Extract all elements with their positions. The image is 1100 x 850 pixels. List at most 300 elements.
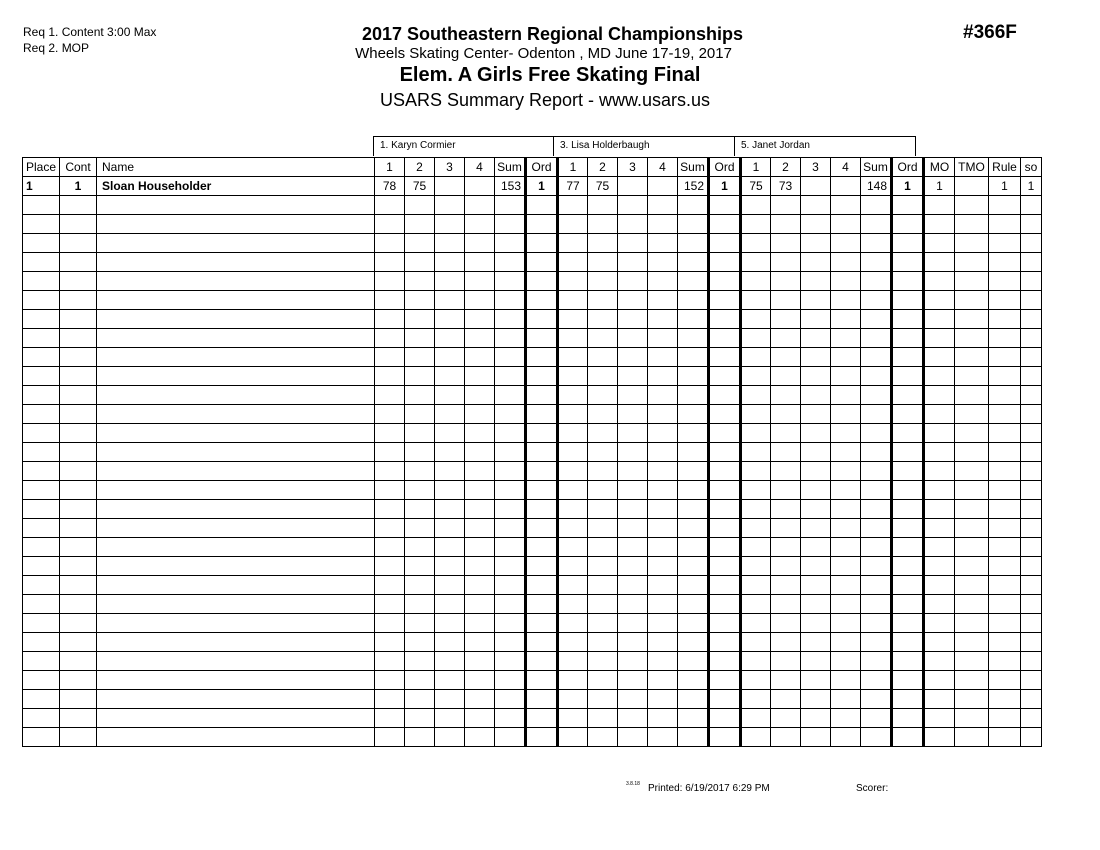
table-cell xyxy=(23,614,60,633)
table-cell xyxy=(861,576,892,595)
table-cell xyxy=(709,671,741,690)
table-cell xyxy=(648,348,678,367)
table-cell xyxy=(861,690,892,709)
table-cell xyxy=(97,291,375,310)
table-cell xyxy=(861,728,892,747)
table-cell xyxy=(801,234,831,253)
table-cell xyxy=(375,519,405,538)
table-cell xyxy=(648,557,678,576)
table-cell xyxy=(495,253,526,272)
table-cell xyxy=(465,234,495,253)
table-cell xyxy=(955,481,989,500)
table-cell xyxy=(495,557,526,576)
table-cell xyxy=(831,462,861,481)
table-cell xyxy=(989,671,1021,690)
table-cell xyxy=(558,538,588,557)
table-cell xyxy=(405,386,435,405)
table-cell xyxy=(892,557,924,576)
table-cell xyxy=(405,709,435,728)
table-cell xyxy=(618,519,648,538)
column-header: 2 xyxy=(405,158,435,177)
table-cell xyxy=(97,424,375,443)
table-cell xyxy=(771,690,801,709)
table-cell xyxy=(861,405,892,424)
empty-row xyxy=(23,291,1042,310)
table-cell xyxy=(861,348,892,367)
table-cell xyxy=(989,728,1021,747)
table-cell xyxy=(1021,329,1042,348)
table-cell: 75 xyxy=(741,177,771,196)
table-cell xyxy=(405,481,435,500)
empty-row xyxy=(23,234,1042,253)
table-cell xyxy=(375,614,405,633)
table-cell xyxy=(495,538,526,557)
table-cell xyxy=(435,633,465,652)
column-header: Name xyxy=(97,158,375,177)
table-cell xyxy=(60,329,97,348)
table-cell xyxy=(60,538,97,557)
table-cell xyxy=(678,462,709,481)
table-cell xyxy=(1021,728,1042,747)
table-cell xyxy=(678,424,709,443)
table-cell xyxy=(375,538,405,557)
table-cell xyxy=(618,424,648,443)
table-cell xyxy=(405,215,435,234)
table-cell xyxy=(97,481,375,500)
table-cell xyxy=(801,177,831,196)
table-cell xyxy=(771,671,801,690)
table-cell xyxy=(1021,500,1042,519)
table-cell xyxy=(924,272,955,291)
table-cell xyxy=(588,538,618,557)
table-cell xyxy=(435,272,465,291)
table-cell xyxy=(648,196,678,215)
table-cell xyxy=(1021,272,1042,291)
table-cell xyxy=(405,557,435,576)
table-cell xyxy=(588,481,618,500)
table-cell xyxy=(861,215,892,234)
table-cell xyxy=(924,310,955,329)
results-table xyxy=(22,157,1042,747)
table-cell xyxy=(495,595,526,614)
table-cell xyxy=(558,576,588,595)
table-cell xyxy=(989,614,1021,633)
table-cell xyxy=(375,215,405,234)
table-cell xyxy=(648,671,678,690)
table-cell xyxy=(375,424,405,443)
table-cell xyxy=(771,557,801,576)
table-cell xyxy=(97,443,375,462)
table-cell xyxy=(1021,424,1042,443)
table-cell xyxy=(618,633,648,652)
empty-row xyxy=(23,519,1042,538)
table-cell xyxy=(741,443,771,462)
table-cell xyxy=(801,196,831,215)
table-cell: 1 xyxy=(526,177,558,196)
column-header: Rule xyxy=(989,158,1021,177)
table-cell xyxy=(618,652,648,671)
table-cell xyxy=(678,348,709,367)
table-cell xyxy=(465,633,495,652)
table-cell xyxy=(771,424,801,443)
table-cell xyxy=(771,196,801,215)
table-cell xyxy=(741,253,771,272)
table-cell xyxy=(558,348,588,367)
table-cell xyxy=(618,405,648,424)
table-cell xyxy=(97,386,375,405)
table-cell xyxy=(558,481,588,500)
table-cell xyxy=(60,234,97,253)
table-cell xyxy=(435,557,465,576)
table-cell xyxy=(648,709,678,728)
empty-row xyxy=(23,709,1042,728)
table-cell xyxy=(709,481,741,500)
table-cell xyxy=(709,405,741,424)
table-cell xyxy=(435,386,465,405)
table-cell xyxy=(831,671,861,690)
table-cell xyxy=(588,310,618,329)
table-cell xyxy=(678,652,709,671)
empty-row xyxy=(23,405,1042,424)
table-cell xyxy=(375,329,405,348)
table-cell xyxy=(955,652,989,671)
table-cell xyxy=(405,595,435,614)
table-cell xyxy=(618,196,648,215)
table-cell xyxy=(831,367,861,386)
table-cell xyxy=(709,367,741,386)
table-cell xyxy=(771,310,801,329)
column-header: 4 xyxy=(831,158,861,177)
table-cell xyxy=(801,348,831,367)
table-cell xyxy=(60,253,97,272)
table-cell xyxy=(465,557,495,576)
table-cell xyxy=(618,329,648,348)
table-cell xyxy=(831,595,861,614)
column-header: 1 xyxy=(375,158,405,177)
table-cell xyxy=(23,709,60,728)
table-cell xyxy=(648,291,678,310)
table-cell xyxy=(955,576,989,595)
table-cell xyxy=(558,367,588,386)
table-cell xyxy=(1021,234,1042,253)
table-cell xyxy=(831,310,861,329)
table-cell xyxy=(831,386,861,405)
table-cell xyxy=(955,690,989,709)
software-version: 3.8.18 xyxy=(626,781,640,787)
table-cell xyxy=(495,215,526,234)
table-cell xyxy=(801,652,831,671)
table-cell xyxy=(1021,614,1042,633)
table-cell xyxy=(60,595,97,614)
table-cell xyxy=(23,690,60,709)
table-cell xyxy=(405,519,435,538)
table-cell xyxy=(861,538,892,557)
table-cell xyxy=(709,272,741,291)
table-cell: 1 xyxy=(1021,177,1042,196)
column-header: 3 xyxy=(801,158,831,177)
table-cell xyxy=(435,196,465,215)
table-cell xyxy=(771,386,801,405)
table-cell xyxy=(801,500,831,519)
table-cell xyxy=(861,253,892,272)
table-cell xyxy=(709,386,741,405)
table-cell xyxy=(989,291,1021,310)
table-cell xyxy=(989,538,1021,557)
table-cell xyxy=(97,595,375,614)
empty-row xyxy=(23,348,1042,367)
table-cell xyxy=(831,481,861,500)
table-cell xyxy=(709,196,741,215)
table-cell xyxy=(892,652,924,671)
table-cell xyxy=(678,215,709,234)
table-cell xyxy=(375,405,405,424)
empty-row xyxy=(23,652,1042,671)
table-cell xyxy=(924,348,955,367)
table-cell xyxy=(618,234,648,253)
table-cell xyxy=(60,462,97,481)
table-cell xyxy=(97,215,375,234)
table-cell xyxy=(495,481,526,500)
table-cell xyxy=(989,348,1021,367)
table-cell xyxy=(618,177,648,196)
table-cell xyxy=(97,709,375,728)
table-cell xyxy=(678,367,709,386)
requirement-2: Req 2. MOP xyxy=(23,41,90,55)
table-cell xyxy=(60,215,97,234)
table-cell xyxy=(405,614,435,633)
table-cell xyxy=(892,424,924,443)
table-cell xyxy=(989,519,1021,538)
empty-row xyxy=(23,462,1042,481)
table-cell xyxy=(648,481,678,500)
scorer-label: Scorer: xyxy=(856,783,889,794)
table-cell xyxy=(861,671,892,690)
table-cell xyxy=(924,633,955,652)
table-cell: 153 xyxy=(495,177,526,196)
table-cell xyxy=(526,500,558,519)
table-cell xyxy=(801,633,831,652)
table-cell xyxy=(375,310,405,329)
table-cell xyxy=(405,253,435,272)
table-cell xyxy=(741,538,771,557)
table-cell xyxy=(526,595,558,614)
table-cell xyxy=(1021,709,1042,728)
table-cell xyxy=(924,291,955,310)
table-cell xyxy=(97,671,375,690)
table-cell xyxy=(60,348,97,367)
table-cell xyxy=(435,576,465,595)
table-cell xyxy=(558,215,588,234)
table-cell xyxy=(955,500,989,519)
table-cell xyxy=(1021,462,1042,481)
table-cell xyxy=(771,443,801,462)
table-cell xyxy=(465,728,495,747)
table-cell xyxy=(526,329,558,348)
table-cell xyxy=(831,348,861,367)
table-cell xyxy=(435,462,465,481)
table-cell xyxy=(861,386,892,405)
table-cell xyxy=(892,234,924,253)
table-cell: 1 xyxy=(23,177,60,196)
table-cell xyxy=(1021,310,1042,329)
table-cell xyxy=(801,291,831,310)
table-cell xyxy=(924,709,955,728)
table-cell xyxy=(526,196,558,215)
table-cell xyxy=(741,291,771,310)
table-cell xyxy=(741,424,771,443)
table-cell xyxy=(465,481,495,500)
table-cell xyxy=(924,595,955,614)
table-cell xyxy=(465,177,495,196)
table-cell xyxy=(558,329,588,348)
table-cell xyxy=(801,329,831,348)
table-cell xyxy=(495,405,526,424)
table-cell xyxy=(955,215,989,234)
column-header: TMO xyxy=(955,158,989,177)
table-cell xyxy=(23,595,60,614)
table-cell xyxy=(558,234,588,253)
table-cell xyxy=(23,500,60,519)
table-cell xyxy=(801,424,831,443)
table-cell xyxy=(924,614,955,633)
table-cell xyxy=(375,386,405,405)
table-cell xyxy=(375,481,405,500)
table-cell xyxy=(771,652,801,671)
table-cell xyxy=(495,196,526,215)
table-cell xyxy=(526,310,558,329)
table-cell xyxy=(1021,690,1042,709)
table-cell xyxy=(1021,652,1042,671)
empty-row xyxy=(23,310,1042,329)
table-cell xyxy=(924,652,955,671)
table-cell xyxy=(618,443,648,462)
empty-row xyxy=(23,367,1042,386)
table-cell xyxy=(526,481,558,500)
table-cell xyxy=(375,709,405,728)
table-cell xyxy=(648,595,678,614)
table-cell xyxy=(465,291,495,310)
table-cell xyxy=(23,671,60,690)
table-cell xyxy=(558,690,588,709)
table-cell xyxy=(709,519,741,538)
table-cell xyxy=(892,576,924,595)
table-cell xyxy=(648,272,678,291)
table-cell xyxy=(588,367,618,386)
table-cell xyxy=(588,500,618,519)
table-cell xyxy=(709,652,741,671)
table-cell xyxy=(801,462,831,481)
table-cell xyxy=(892,690,924,709)
table-cell xyxy=(375,728,405,747)
printed-timestamp: Printed: 6/19/2017 6:29 PM xyxy=(648,783,770,794)
table-cell xyxy=(771,614,801,633)
table-cell xyxy=(801,709,831,728)
table-cell xyxy=(831,329,861,348)
table-cell xyxy=(526,443,558,462)
table-cell xyxy=(558,462,588,481)
table-cell xyxy=(955,462,989,481)
table-cell xyxy=(495,329,526,348)
table-cell xyxy=(801,367,831,386)
table-cell xyxy=(526,253,558,272)
table-cell xyxy=(1021,386,1042,405)
table-cell: 1 xyxy=(924,177,955,196)
table-cell xyxy=(924,576,955,595)
table-cell xyxy=(741,557,771,576)
table-cell xyxy=(771,291,801,310)
table-cell xyxy=(741,671,771,690)
table-cell xyxy=(892,196,924,215)
table-cell xyxy=(1021,367,1042,386)
empty-row xyxy=(23,253,1042,272)
table-cell xyxy=(1021,253,1042,272)
column-header: Sum xyxy=(678,158,709,177)
table-cell xyxy=(831,728,861,747)
table-cell xyxy=(741,234,771,253)
table-cell xyxy=(989,310,1021,329)
table-cell: Sloan Householder xyxy=(97,177,375,196)
table-cell xyxy=(892,367,924,386)
table-cell xyxy=(892,291,924,310)
table-cell xyxy=(955,348,989,367)
table-cell xyxy=(465,443,495,462)
table-cell xyxy=(648,424,678,443)
table-cell xyxy=(495,652,526,671)
table-cell xyxy=(678,405,709,424)
table-cell xyxy=(861,443,892,462)
table-cell xyxy=(861,310,892,329)
table-cell xyxy=(60,272,97,291)
requirement-1: Req 1. Content 3:00 Max xyxy=(23,25,157,39)
table-cell xyxy=(955,272,989,291)
table-cell xyxy=(23,291,60,310)
table-cell xyxy=(678,728,709,747)
table-cell xyxy=(771,234,801,253)
table-cell xyxy=(558,709,588,728)
table-cell xyxy=(558,405,588,424)
table-cell xyxy=(495,633,526,652)
table-cell xyxy=(435,405,465,424)
table-cell xyxy=(97,367,375,386)
table-cell xyxy=(97,405,375,424)
table-cell xyxy=(741,272,771,291)
table-cell xyxy=(831,614,861,633)
table-cell xyxy=(97,614,375,633)
table-cell xyxy=(955,310,989,329)
table-cell xyxy=(435,671,465,690)
table-cell xyxy=(955,386,989,405)
table-cell xyxy=(1021,196,1042,215)
table-cell xyxy=(861,424,892,443)
table-cell xyxy=(831,272,861,291)
table-cell xyxy=(831,538,861,557)
table-cell xyxy=(495,386,526,405)
table-cell xyxy=(861,557,892,576)
table-cell xyxy=(861,196,892,215)
table-cell xyxy=(771,329,801,348)
table-cell xyxy=(924,462,955,481)
table-cell xyxy=(435,709,465,728)
table-cell xyxy=(60,500,97,519)
table-cell xyxy=(648,310,678,329)
table-cell xyxy=(558,196,588,215)
table-cell xyxy=(1021,443,1042,462)
table-cell xyxy=(588,614,618,633)
table-cell xyxy=(495,614,526,633)
table-cell xyxy=(23,367,60,386)
table-cell xyxy=(495,576,526,595)
table-cell xyxy=(831,652,861,671)
